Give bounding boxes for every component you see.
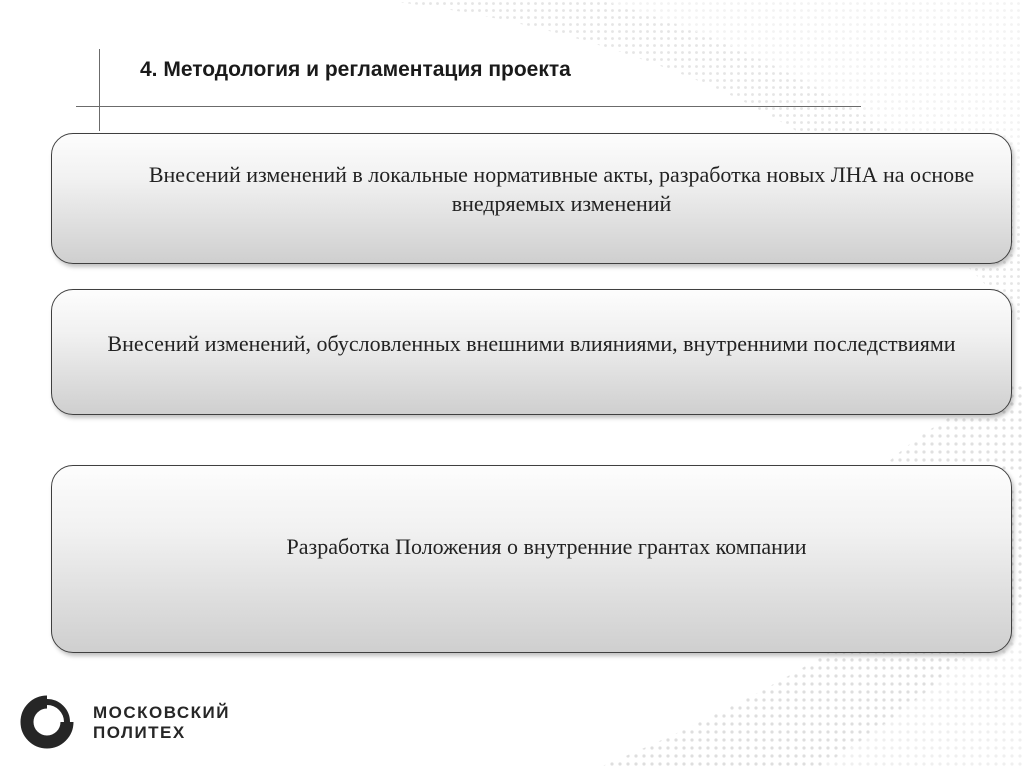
methodology-item-text: Разработка Положения о внутренние грантах компании (286, 534, 807, 559)
slide-title: 4. Методология и регламентация проекта (140, 58, 571, 81)
logo-line-2: ПОЛИТЕХ (93, 723, 186, 742)
methodology-item-3 (51, 465, 1012, 653)
moscow-polytech-logo-icon (18, 693, 76, 751)
title-horizontal-rule (76, 106, 861, 107)
logo-line-1: МОСКОВСКИЙ (93, 703, 230, 722)
logo-wordmark (93, 703, 230, 743)
title-vertical-rule (99, 49, 100, 131)
methodology-item-2 (51, 289, 1012, 415)
methodology-item-text: Внесений изменений, обусловленных внешними влияниями, внутренними последствиями (107, 330, 956, 356)
methodology-item-text: Внесений изменений в локальные нормативные акты, разработка новых ЛНА на основе внедряемых изменений (148, 161, 975, 216)
methodology-item-1 (51, 133, 1012, 264)
